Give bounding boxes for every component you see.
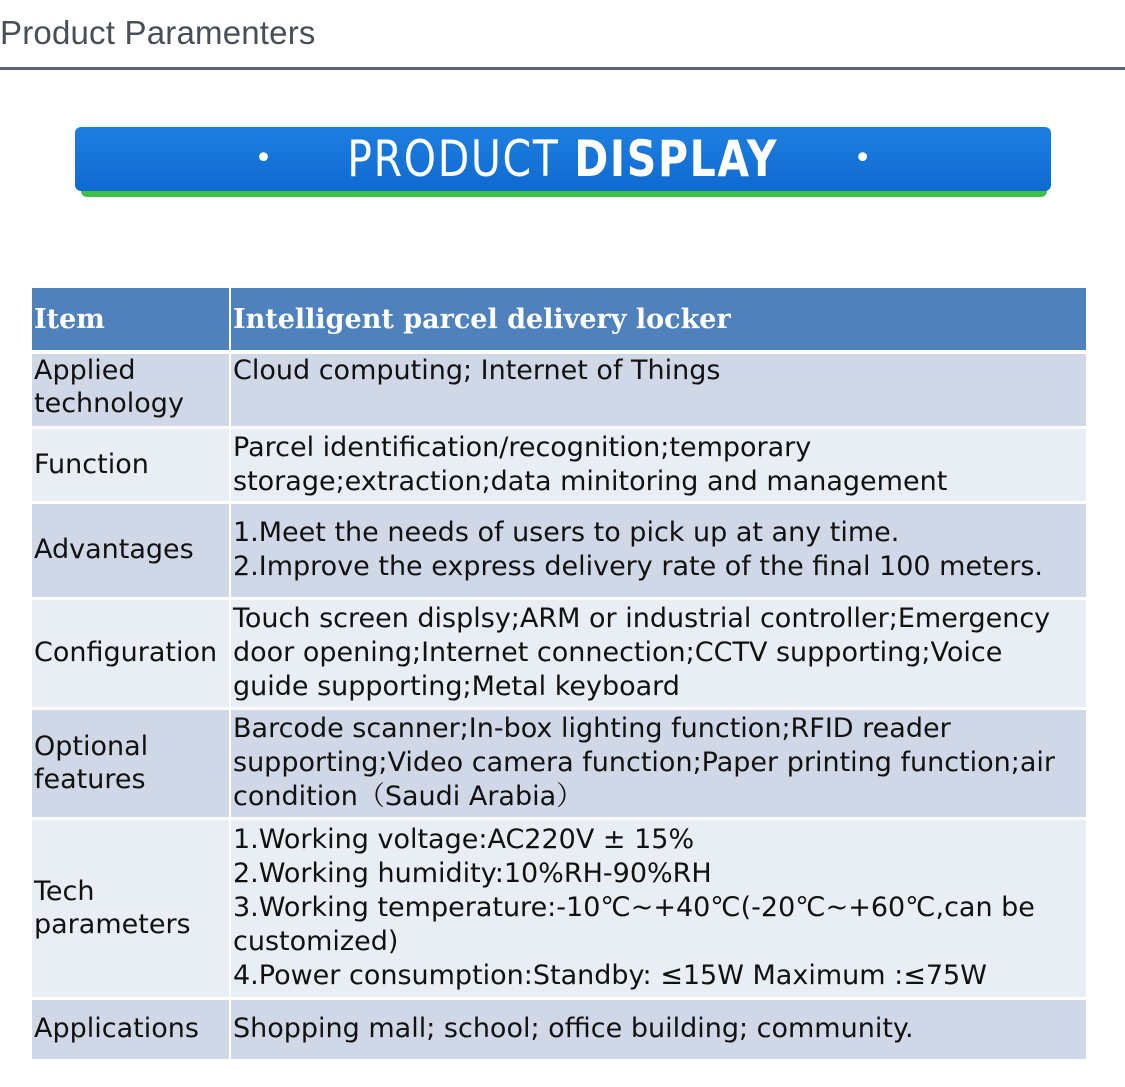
banner-dot-left: • (254, 141, 273, 176)
product-display-banner (75, 127, 1051, 199)
page-header (0, 0, 1125, 70)
row-item-function: Function (32, 427, 230, 502)
row-value-advantages: 1.Meet the needs of users to pick up at any time. 2.Improve the express delivery rate of the final 100 meters. (230, 502, 1086, 598)
row-item-configuration: Configuration (32, 598, 230, 708)
row-value-applications: Shopping mall; school; office building; community. (230, 998, 1086, 1060)
table-row (32, 818, 1086, 998)
row-item-tech-parameters: Tech parameters (32, 818, 230, 998)
product-spec-table (32, 288, 1086, 1062)
row-value-function: Parcel identification/recognition;temporary storage;extraction;data minitoring and management (230, 427, 1086, 502)
table-row (32, 708, 1086, 818)
row-value-configuration: Touch screen displsy;ARM or industrial controller;Emergency door opening;Internet connection;CCTV supporting;Voice guide supporting;Metal keyboard (230, 598, 1086, 708)
row-value-tech-parameters: 1.Working voltage:AC220V ± 15% 2.Working humidity:10%RH-90%RH 3.Working temperature:-10℃~+40℃(-20℃~+60℃,can be customized) 4.Power consumption:Standby: ≤15W Maximum :≤75W (230, 818, 1086, 998)
header-item: Item (32, 288, 230, 352)
banner-heading (347, 130, 779, 188)
banner-word-display: DISPLAY (574, 130, 779, 188)
banner-bar (75, 127, 1051, 191)
table-header-row (32, 288, 1086, 352)
row-item-applications: Applications (32, 998, 230, 1060)
table-row (32, 352, 1086, 427)
header-product: Intelligent parcel delivery locker (230, 288, 1086, 352)
row-value-applied-technology: Cloud computing; Internet of Things (230, 352, 1086, 427)
banner-word-product: PRODUCT (347, 130, 560, 188)
table-row (32, 598, 1086, 708)
row-item-advantages: Advantages (32, 502, 230, 598)
row-item-optional-features: Optional features (32, 708, 230, 818)
table-row (32, 502, 1086, 598)
banner-dot-right: • (853, 141, 872, 176)
page-title: Product Paramenters (0, 14, 316, 51)
table-row (32, 427, 1086, 502)
row-value-optional-features: Barcode scanner;In-box lighting function;RFID reader supporting;Video camera function;Paper printing function;air condition（Saudi Arabia） (230, 708, 1086, 818)
row-item-applied-technology: Applied technology (32, 352, 230, 427)
table-row (32, 998, 1086, 1060)
